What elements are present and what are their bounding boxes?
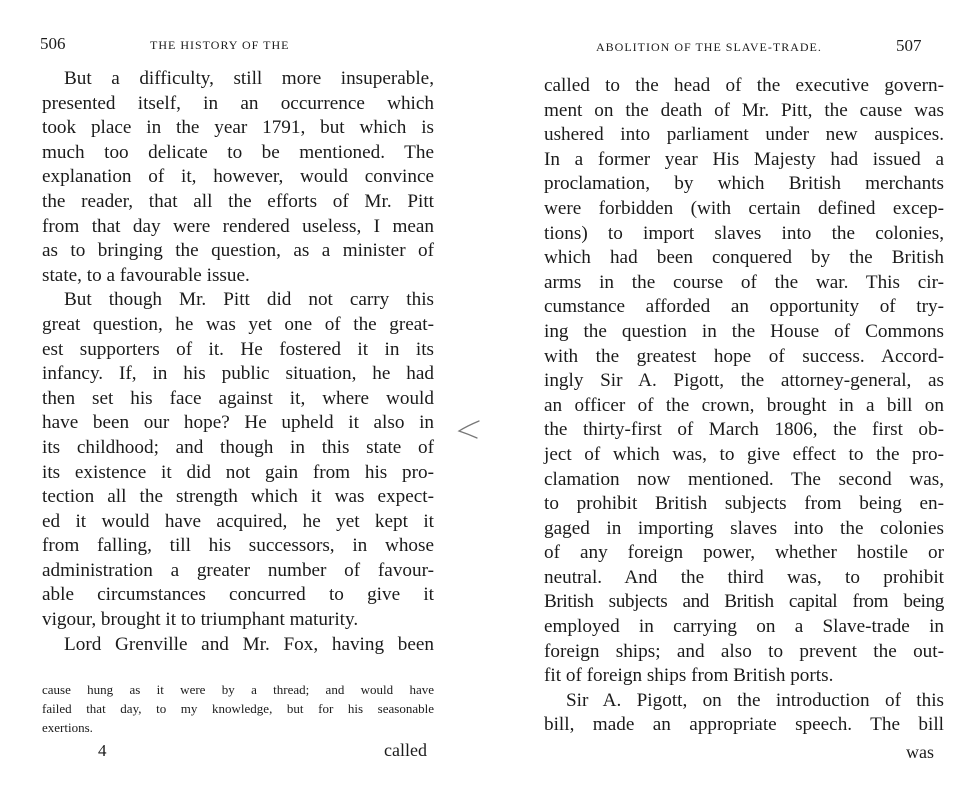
text-line: were forbidden (with certain defined excep- bbox=[544, 197, 944, 219]
text-line: of any foreign power, whether hostile or bbox=[544, 542, 944, 564]
text-line: employed in carrying on a Slave-trade in bbox=[544, 616, 944, 638]
text-line: as to bringing the question, as a minister of bbox=[42, 240, 434, 262]
paragraph bbox=[42, 288, 434, 632]
text-line: from falling, till his successors, in whose bbox=[42, 535, 434, 557]
text-line: its childhood; and though in this state of bbox=[42, 436, 434, 458]
text-line: clamation now mentioned. The second was, bbox=[544, 468, 944, 490]
running-head-left: THE HISTORY OF THE bbox=[150, 38, 290, 52]
text-line: vigour, brought it to triumphant maturity. bbox=[42, 609, 359, 631]
signature-mark: 4 bbox=[98, 741, 107, 760]
text-line: which had been conquered by the British bbox=[544, 247, 944, 269]
text-line: have been our hope? He upheld it also in bbox=[42, 412, 434, 434]
text-line: with the greatest hope of success. Accord- bbox=[544, 345, 944, 367]
text-line: cumstance afforded an opportunity of try- bbox=[544, 296, 944, 318]
running-head-right: ABOLITION OF THE SLAVE-TRADE. bbox=[596, 40, 822, 54]
text-line: arms in the course of the war. This cir- bbox=[544, 271, 944, 293]
text-line: neutral. And the third was, to prohibit bbox=[544, 566, 944, 588]
text-line: British subjects and British capital from being bbox=[544, 591, 944, 613]
paragraph bbox=[544, 689, 944, 738]
text-line: But though Mr. Pitt did not carry this bbox=[64, 289, 434, 311]
text-line: tions) to import slaves into the colonies, bbox=[544, 222, 944, 244]
paragraph bbox=[544, 74, 944, 689]
text-line: took place in the year 1791, but which is bbox=[42, 117, 434, 139]
text-line: explanation of it, however, would convince bbox=[42, 166, 434, 188]
text-line: est supporters of it. He fostered it in its bbox=[42, 338, 434, 360]
left-page bbox=[0, 0, 480, 798]
page-number-left: 506 bbox=[40, 34, 66, 53]
margin-mark-icon bbox=[455, 418, 485, 442]
text-line: much too delicate to be mentioned. The bbox=[42, 141, 434, 163]
text-line: Sir A. Pigott, on the introduction of this bbox=[566, 689, 944, 711]
catchword-right: was bbox=[906, 742, 934, 762]
text-line: ed it would have acquired, he yet kept it bbox=[42, 510, 434, 532]
text-line: tection all the strength which it was expect- bbox=[42, 486, 434, 508]
catchword-left: called bbox=[384, 740, 427, 760]
text-line: In a former year His Majesty had issued a bbox=[544, 148, 944, 170]
paragraph bbox=[42, 67, 434, 288]
text-line: an officer of the crown, brought in a bill on bbox=[544, 394, 944, 416]
text-line: fit of foreign ships from British ports. bbox=[544, 665, 834, 687]
text-line: presented itself, in an occurrence which bbox=[42, 92, 434, 114]
text-line: to prohibit British subjects from being en- bbox=[544, 493, 944, 515]
text-line: gaged in importing slaves into the colonies bbox=[544, 517, 944, 539]
text-line: state, to a favourable issue. bbox=[42, 264, 250, 286]
text-line: bill, made an appropriate speech. The bill bbox=[544, 714, 944, 736]
footnote-line: exertions. bbox=[42, 720, 93, 735]
text-line: called to the head of the executive govern- bbox=[544, 75, 944, 96]
text-line: proclamation, by which British merchants bbox=[544, 173, 944, 195]
footnote-line: cause hung as it were by a thread; and would have bbox=[42, 682, 434, 697]
text-line: Lord Grenville and Mr. Fox, having been bbox=[64, 633, 434, 655]
page-number-right: 507 bbox=[896, 36, 922, 55]
text-line: ushered into parliament under new auspices. bbox=[544, 124, 944, 146]
right-page bbox=[540, 0, 980, 798]
text-line: administration a greater number of favour- bbox=[42, 559, 434, 581]
text-line: then set his face against it, where would bbox=[42, 387, 434, 409]
text-line: able circumstances concurred to give it bbox=[42, 584, 434, 606]
paragraph bbox=[42, 633, 434, 658]
text-line: the reader, that all the efforts of Mr. Pitt bbox=[42, 190, 434, 212]
text-line: ingly Sir A. Pigott, the attorney-general, as bbox=[544, 370, 944, 392]
footnote bbox=[42, 680, 434, 737]
text-line: from that day were rendered useless, I mean bbox=[42, 215, 434, 237]
text-line: infancy. If, in his public situation, he had bbox=[42, 363, 434, 385]
text-line: its existence it did not gain from his pro- bbox=[42, 461, 434, 483]
text-line: ment on the death of Mr. Pitt, the cause was bbox=[544, 99, 944, 121]
text-line: the thirty-first of March 1806, the first ob- bbox=[544, 419, 944, 441]
text-line: ject of which was, to give effect to the pro- bbox=[544, 443, 944, 465]
footnote-line: failed that day, to my knowledge, but for his seasonable bbox=[42, 701, 434, 716]
text-line: great question, he was yet one of the great- bbox=[42, 313, 434, 335]
left-page-body bbox=[42, 67, 434, 657]
text-line: ing the question in the House of Commons bbox=[544, 320, 944, 342]
text-line: foreign ships; and also to prevent the out- bbox=[544, 640, 944, 662]
right-page-body bbox=[544, 74, 944, 738]
text-line: But a difficulty, still more insuperable, bbox=[64, 68, 434, 89]
